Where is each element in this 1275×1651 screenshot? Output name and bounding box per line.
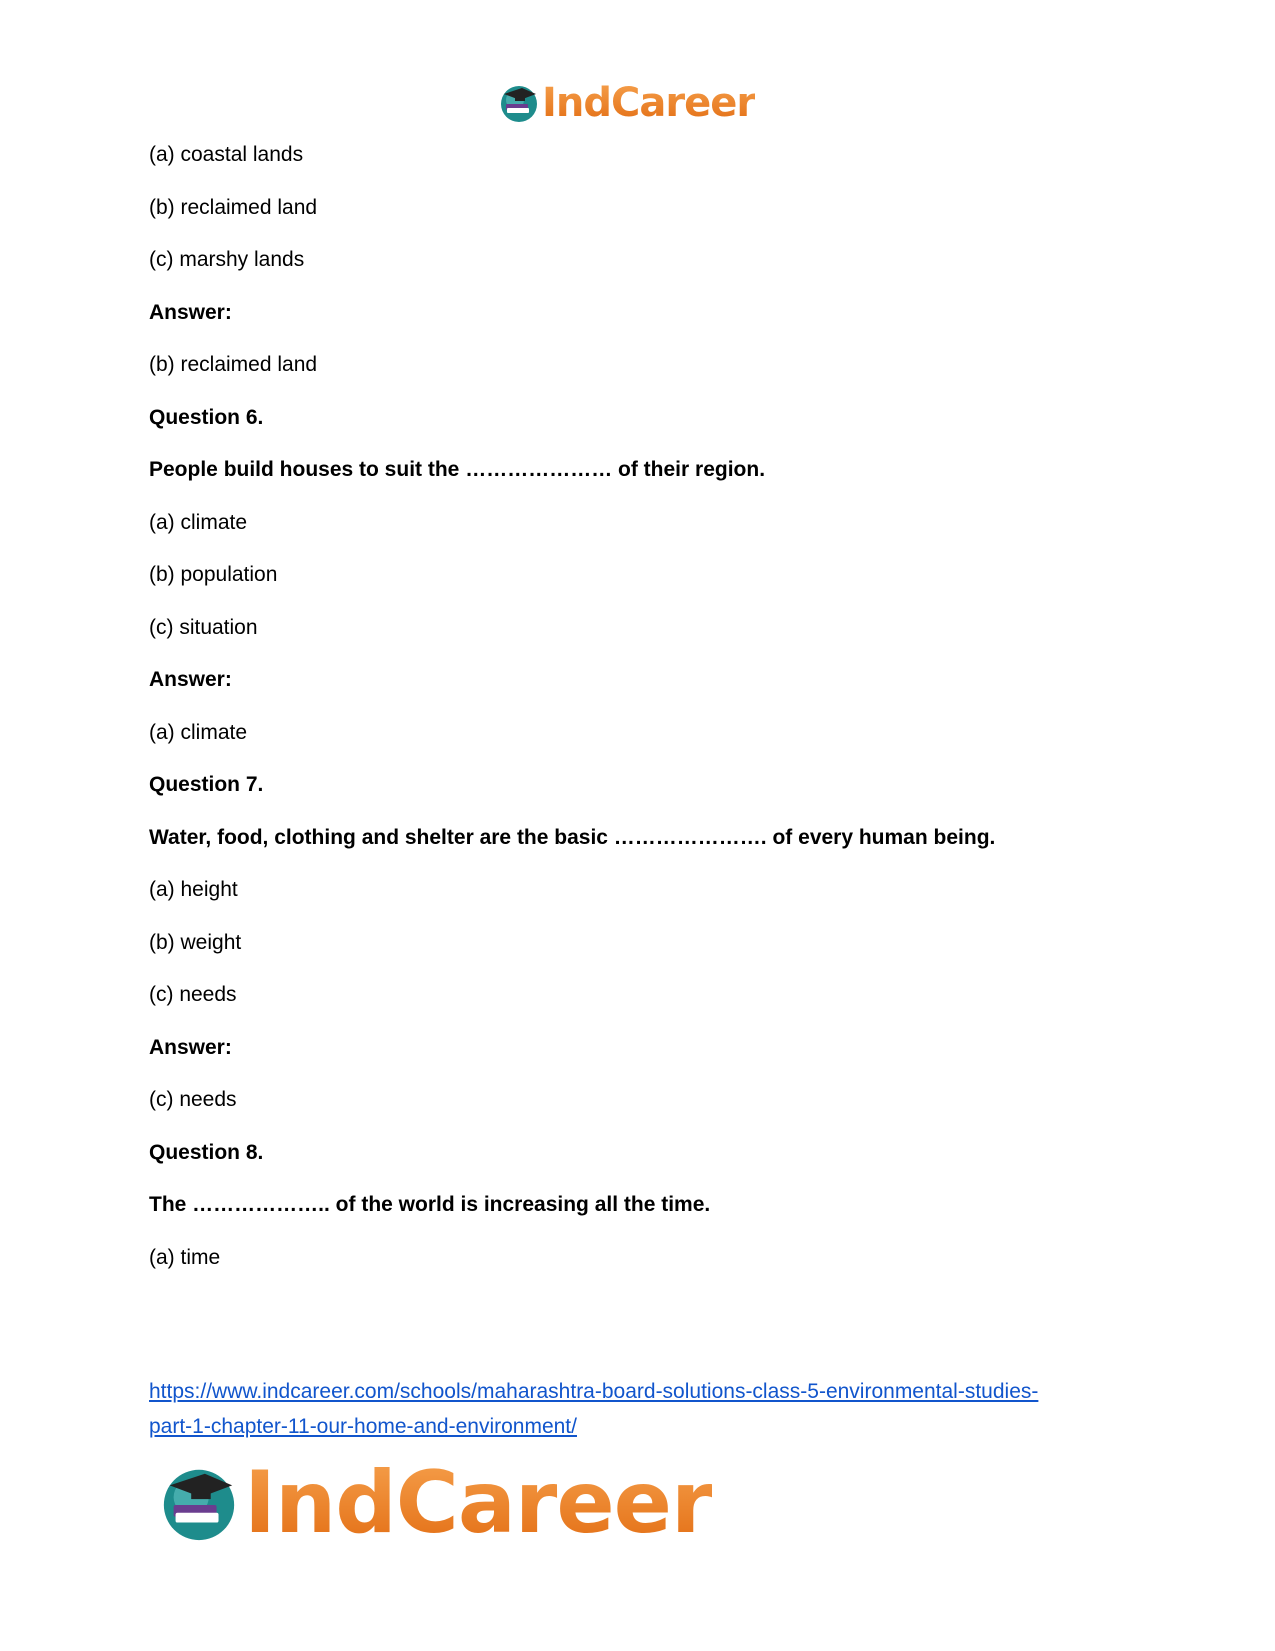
graduation-globe-icon [498,82,540,124]
bold-text-line: Answer: [149,300,232,324]
text-line: (b) reclaimed land [149,195,318,219]
text-line: (b) weight [149,930,242,954]
text-line: (a) climate [149,720,248,744]
text-line: (c) situation [149,615,258,639]
bold-text-line: Question 6. [149,405,264,429]
bold-text-line: Water, food, clothing and shelter are the basic …………………. of every human being. [149,825,996,849]
text-line: (a) climate [149,510,248,534]
source-url-line-2: part-1-chapter-11-our-home-and-environment/ [149,1415,577,1438]
graduation-globe-icon [158,1462,240,1544]
header-logo [498,80,755,126]
text-line: (a) coastal lands [149,143,304,166]
text-line: (b) reclaimed land [149,353,318,376]
bold-text-line: The ……………….. of the world is increasing all the time. [149,1193,711,1216]
text-line: (a) height [149,878,238,901]
bold-text-line: Answer: [149,1035,232,1059]
logo-wordmark: IndCareer [542,80,756,126]
logo-wordmark: IndCareer [244,1453,713,1553]
bold-text-line: Question 8. [149,1140,264,1164]
bold-text-line: Answer: [149,668,232,691]
source-url-line-1: https://www.indcareer.com/schools/maharashtra-board-solutions-class-5-environmental-studies- [149,1380,1039,1403]
source-url-link[interactable] [149,1374,1129,1444]
text-line: (c) needs [149,1088,237,1111]
footer-logo [158,1453,713,1553]
text-line: (b) population [149,563,278,586]
bold-text-line: Question 7. [149,773,264,796]
text-line: (c) needs [149,983,237,1006]
text-line: (a) time [149,1245,221,1269]
bold-text-line: People build houses to suit the ………………… of their region. [149,458,766,481]
text-line: (c) marshy lands [149,248,305,271]
